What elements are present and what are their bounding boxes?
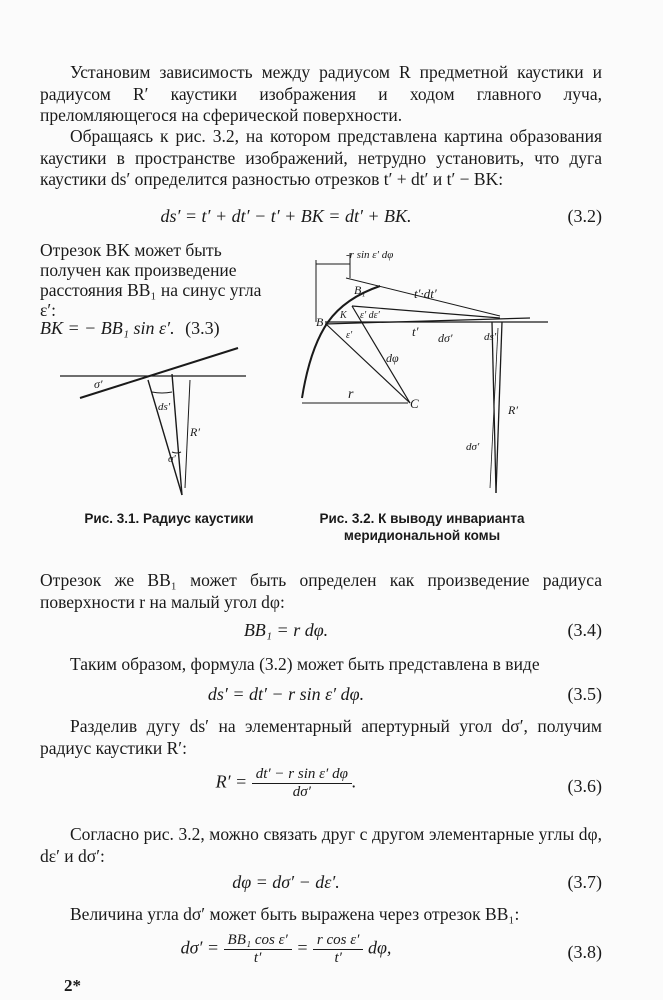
surface-line xyxy=(80,348,238,398)
fraction-1 xyxy=(224,932,292,967)
equation-number: (3.7) xyxy=(567,872,602,892)
denominator-1: t′ xyxy=(253,950,262,966)
equation-number: (3.6) xyxy=(567,776,602,796)
surface-arc xyxy=(302,286,380,398)
equation-body: R′ = $\frac{\text{dt′ − r sin ε′ dφ}}{d\sigma'}$ . xyxy=(215,766,357,800)
numerator-2: r cos ε′ xyxy=(313,932,364,950)
equation-3-5 xyxy=(40,684,602,708)
label-t: t′ xyxy=(412,324,419,339)
equals-sign: = xyxy=(296,937,309,958)
label-t-dt: t′·dt′ xyxy=(414,286,437,301)
numerator-1: BB₁ cos ε′ xyxy=(224,932,292,950)
label-sigma-bottom: σ′ xyxy=(168,453,176,465)
denominator: dσ′ xyxy=(292,784,311,800)
label-C: C xyxy=(410,396,419,411)
paragraph-3: Отрезок же BB₁ может быть определен как произведение радиуса поверхности r на малый угол dφ: xyxy=(40,570,602,612)
equation-body xyxy=(40,932,532,967)
equation-3-4 xyxy=(40,620,602,644)
paragraph-2: Обращаясь к рис. 3.2, на котором представлена картина образования каустики в пространстве изображений, нетрудно установить, что дуга каустики ds′ определится разностью отрезков t′ + dt′ и t′ − BK: xyxy=(40,126,602,189)
equation-body: dφ = dσ′ − dε′. xyxy=(232,872,340,892)
label-B: B xyxy=(316,315,324,329)
label-eps: ε′ xyxy=(346,330,353,341)
equation-3-8 xyxy=(40,932,602,976)
equation-number: (3.8) xyxy=(567,942,602,962)
caption-fig-3-1: Рис. 3.1. Радиус каустики xyxy=(84,511,254,526)
equation-3-2 xyxy=(40,206,602,230)
equation-number: (3.5) xyxy=(567,684,602,704)
paragraph-7: Величина угла dσ′ может быть выражена через отрезок BB₁: xyxy=(70,904,520,924)
equation-number: (3.2) xyxy=(567,206,602,226)
page-number: 2* xyxy=(64,976,81,995)
paragraph-6: Согласно рис. 3.2, можно связать друг с другом элементарные углы dφ, dε′ и dσ′: xyxy=(40,824,602,866)
equation-body: BB₁ = r dφ. xyxy=(243,620,329,640)
label-sigma-top: σ′ xyxy=(94,377,103,391)
equation-3-3 xyxy=(40,318,280,339)
label-eps-deps: ε′ dε′ xyxy=(360,310,380,321)
label-ds: ds′ xyxy=(484,331,497,343)
label-top-dim: -r sin ε′ dφ xyxy=(346,249,394,261)
label-R: R′ xyxy=(508,403,518,417)
ray-2 xyxy=(325,318,530,324)
ds-arc xyxy=(152,392,172,393)
equation-body: ds′ = t′ + dt′ − t′ + BK = dt′ + BK. xyxy=(160,206,412,226)
label-K: K xyxy=(340,310,347,321)
side-paragraph: Отрезок BK может быть получен как произведение расстояния BB₁ на синус угла ε′: xyxy=(40,240,262,320)
equation-number: (3.3) xyxy=(185,318,220,338)
label-dsigma2: dσ′ xyxy=(466,441,480,453)
label-dsigma: dσ′ xyxy=(438,331,453,345)
caption-fig-3-2: Рис. 3.2. К выводу инварианта меридиональной комы xyxy=(319,511,525,543)
denominator-2: t′ xyxy=(334,950,342,966)
label-dphi: dφ xyxy=(386,351,399,365)
label-r: r xyxy=(348,387,354,402)
equation-number: (3.4) xyxy=(567,620,602,640)
figure-3-2 xyxy=(290,238,560,503)
paragraph-1: Установим зависимость между радиусом R предметной каустики и радиусом R′ каустики изображения и ходом главного луча, преломляющегося на сферической поверхности. xyxy=(40,62,602,125)
label-R: R′ xyxy=(190,425,200,439)
equation-tail: dφ, xyxy=(367,937,392,958)
paragraph-5: Разделив дугу ds′ на элементарный апертурный угол dσ′, получим радиус каустики R′: xyxy=(40,716,602,758)
fraction xyxy=(252,766,352,801)
equation-lhs: R′ = xyxy=(215,771,248,792)
figure-3-1 xyxy=(60,340,250,510)
equation-3-6 xyxy=(40,766,602,810)
label-B1: B₁ xyxy=(354,283,366,297)
fraction-2 xyxy=(313,932,364,967)
equation-3-7 xyxy=(40,872,602,896)
label-ds: ds′ xyxy=(158,401,171,413)
equation-body: ds′ = dt′ − r sin ε′ dφ. xyxy=(207,684,365,704)
equation-body: BK = − BB₁ sin ε′. xyxy=(40,318,175,338)
equation-lhs: dσ′ = xyxy=(180,937,220,958)
paragraph-4: Таким образом, формула (3.2) может быть представлена в виде xyxy=(70,654,540,674)
numerator: dt′ − r sin ε′ dφ xyxy=(252,766,352,784)
